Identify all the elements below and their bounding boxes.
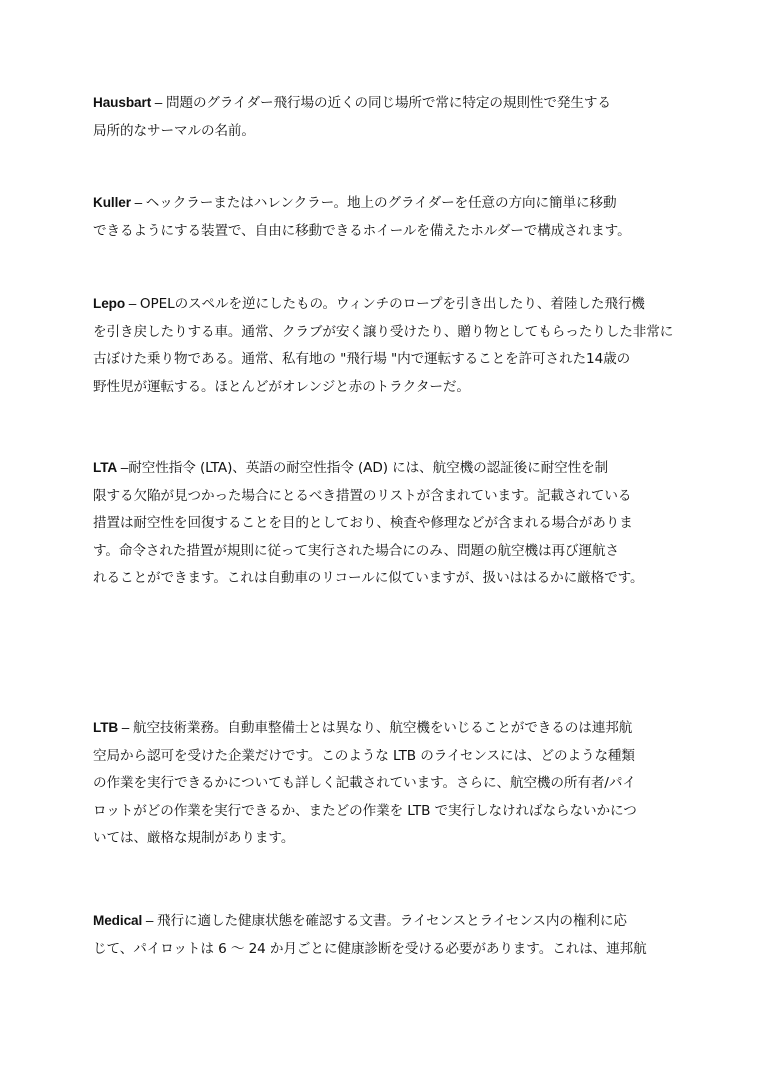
entry-line: 古ぼけた乗り物である。通常、私有地の "飛行場 "内で運転することを許可された14歳の — [93, 351, 631, 368]
entry-line: 措置は耐空性を回復することを目的としており、検査や修理などが含まれる場合がありま — [93, 515, 633, 532]
entry-line — [93, 89, 673, 118]
entry-text: 耐空性指令 (LTA)、英語の耐空性指令 (AD) には、航空機の認証後に耐空性を制 — [128, 460, 609, 476]
entry-term: LTA — [93, 460, 118, 475]
entry-line: 空局から認可を受けた企業だけです。このような LTB のライセンスには、どのような種類 — [93, 747, 635, 764]
glossary-entry-lta — [93, 454, 673, 593]
entry-line — [93, 454, 673, 483]
entry-term: Kuller — [93, 195, 131, 210]
entry-text: 飛行に適した健康状態を確認する文書。ライセンスとライセンス内の権利に応 — [157, 913, 627, 929]
entry-line: 野性児が運転する。ほとんどがオレンジと赤のトラクターだ。 — [93, 378, 470, 395]
entry-separator: – — [125, 296, 140, 311]
entry-line: れることができます。これは自動車のリコールに似ていますが、扱いははるかに厳格です。 — [93, 570, 644, 587]
entry-line: 局所的なサーマルの名前。 — [93, 122, 255, 139]
entry-text: ヘックラーまたはハレンクラー。地上のグライダーを任意の方向に簡単に移動 — [145, 195, 617, 211]
entry-term: Lepo — [93, 296, 126, 311]
entry-line: 限する欠陥が見つかった場合にとるべき措置のリストが含まれています。記載されている — [93, 487, 632, 504]
entry-separator: – — [130, 195, 146, 210]
entry-line — [93, 907, 673, 936]
entry-separator: – — [151, 95, 166, 110]
entry-separator: – — [142, 913, 157, 928]
entry-line: の作業を実行できるかについても詳しく記載されています。さらに、航空機の所有者/パイ — [93, 775, 636, 792]
entry-line: す。命令された措置が規則に従って実行された場合にのみ、問題の航空機は再び運航さ — [93, 542, 619, 559]
entry-line — [93, 290, 673, 319]
entry-term: Medical — [93, 913, 143, 928]
entry-line: ロットがどの作業を実行できるか、またどの作業を LTB で実行しなければならないかにつ — [93, 802, 637, 819]
entry-term: Hausbart — [93, 95, 152, 110]
entry-term: LTB — [93, 720, 119, 735]
entry-line: を引き戻したりする車。通常、クラブが安く譲り受けたり、贈り物としてもらったりした非常に — [93, 323, 674, 340]
entry-line — [93, 714, 673, 743]
entry-line: できるようにする装置で、自由に移動できるホイールを備えたホルダーで構成されます。 — [93, 222, 631, 239]
glossary-entry-ltb — [93, 714, 673, 853]
glossary-entry-lepo — [93, 290, 673, 401]
entry-text: 航空技術業務。自動車整備士とは異なり、航空機をいじることができるのは連邦航 — [132, 720, 633, 736]
entry-separator: – — [117, 460, 129, 475]
entry-text: 問題のグライダー飛行場の近くの同じ場所で常に特定の規則性で発生する — [165, 95, 611, 111]
entry-line — [93, 189, 673, 218]
glossary-entry-kuller — [93, 189, 673, 245]
entry-separator: – — [118, 720, 133, 735]
entry-line: いては、厳格な規制があります。 — [93, 830, 295, 847]
entry-text: OPELのスペルを逆にしたもの。ウィンチのロープを引き出したり、着陸した飛行機 — [139, 296, 645, 312]
entry-line: じて、パイロットは 6 ～ 24 か月ごとに健康診断を受ける必要があります。これは、連邦航 — [93, 940, 647, 957]
glossary-entry-hausbart — [93, 89, 673, 145]
glossary-entry-medical — [93, 907, 673, 963]
